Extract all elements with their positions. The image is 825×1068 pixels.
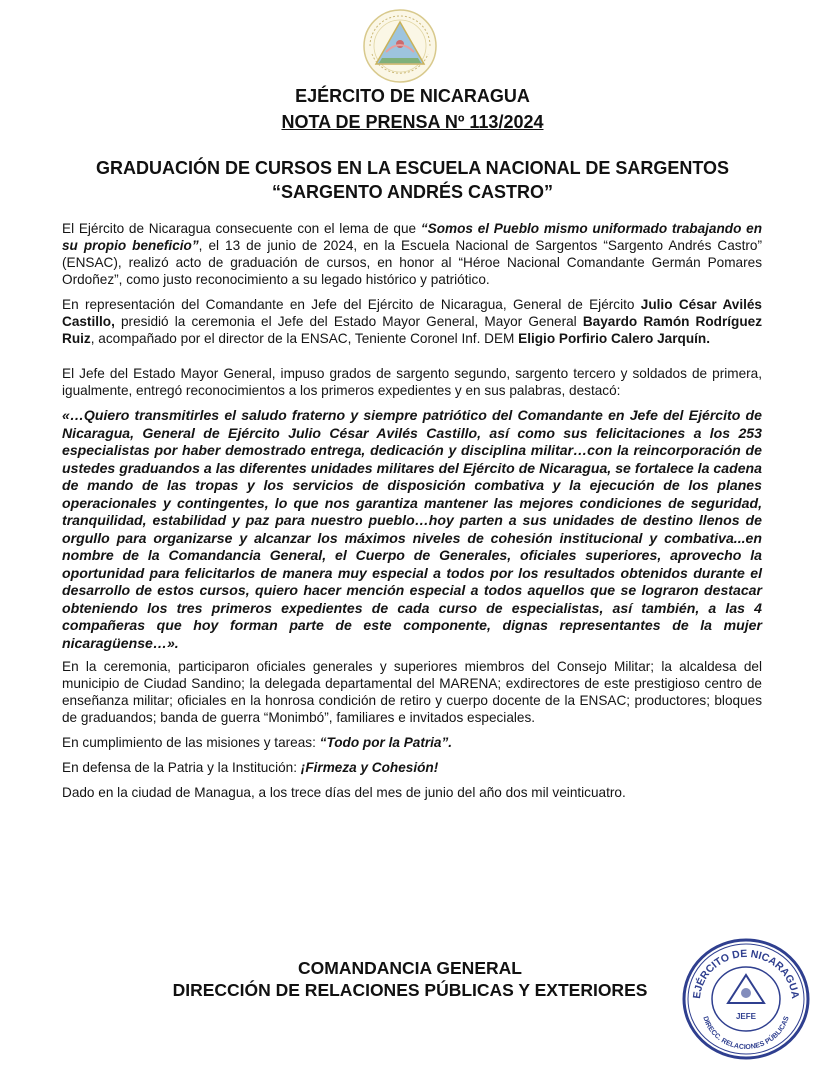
paragraph-intro: El Ejército de Nicaragua consecuente con el lema de que “Somos el Pueblo mismo uniformado trabajando en su propio beneficio”, el 13 de junio de 2024, en la Escuela Nacional de Sargentos “Sargento Andrés Castro” (ENSAC), realizó acto de graduación de cursos, en honor al “Héroe Nacional Comandante Germán Pomares Ordoñez”, como justo reconocimiento a su legado histórico y patriótico. [62, 221, 763, 287]
speech-quote: «…Quiero transmitirles el saludo fraterno y siempre patriótico del Comandante en Jefe del Ejército de Nicaragua, General de Ejército Julio César Avilés Castillo, así como sus felicitaciones a los 253 especialistas por haber demostrado entrega, dedicación y disciplina militar…con la reincorporación de ustedes graduandos a las diferentes unidades militares del Ejército de Nicaragua, se fortalece la cadena de mando de las tropas y los servicios de disposición combativa y la ejecución de los planes operacionales y contingentes, lo que nos garantiza mantener las mejores condiciones de seguridad, tranquilidad, estabilidad y paz para nuestro pueblo…hoy parten a sus unidades de destino llenos de orgullo para organizarse y alcanzar los máximos niveles de cohesión institucional y combativa...en nombre de la Comandancia General, el Cuerpo de Generales, oficiales superiores, aprovecho la oportunidad para felicitarlos de manera muy especial a todos por los resultados obtenidos durante el desarrollo de estos cursos, quiero hacer mención especial a todos aquellos que se lograron destacar obteniendo los tres primeros expedientes de cada curso de especialistas, así también, a las 4 compañeras que hoy forman parte de este componente, dignas representantes de la mujer nicaragüense…». [62, 407, 762, 651]
headline-line-1: GRADUACIÓN DE CURSOS EN LA ESCUELA NACIONAL DE SARGENTOS [95, 158, 730, 178]
paragraph-motto-2: En defensa de la Patria y la Institución: ¡Firmeza y Cohesión! [62, 760, 439, 775]
paragraph-dated: Dado en la ciudad de Managua, a los trece días del mes de junio del año dos mil veinticuatro. [62, 785, 626, 800]
headline-line-2: “SARGENTO ANDRÉS CASTRO” [271, 182, 554, 202]
organization-title: EJÉRCITO DE NICARAGUA [295, 86, 530, 106]
svg-text:DIRECC. RELACIONES PÚBLICAS: DIRECC. RELACIONES PÚBLICAS [701, 1015, 791, 1052]
signature-line-1: COMANDANCIA GENERAL [298, 958, 522, 978]
official-stamp-icon [680, 935, 812, 1061]
press-release-body [62, 220, 762, 809]
signature-line-2: DIRECCIÓN DE RELACIONES PÚBLICAS Y EXTERIORES [172, 980, 648, 1000]
paragraph-representation: En representación del Comandante en Jefe del Ejército de Nicaragua, General de Ejército Julio César Avilés Castillo, presidió la ceremonia el Jefe del Estado Mayor General, Mayor General Bayardo Ramón Rodríguez Ruiz, acompañado por el director de la ENSAC, Teniente Coronel Inf. DEM Eligio Porfirio Calero Jarquín. [62, 297, 763, 346]
coat-of-arms-icon [362, 8, 438, 84]
paragraph-attendees: En la ceremonia, participaron oficiales generales y superiores miembros del Consejo Militar; la alcaldesa del municipio de Ciudad Sandino; la delegada departamental del MARENA; exdirectores de este prestigioso centro de enseñanza militar; oficiales en la honrosa condición de retiro y cuerpo docente de la ENSAC; productores; bloques de graduandos; banda de guerra “Monimbó”, familiares e invitados especiales. [62, 659, 762, 725]
paragraph-motto-1: En cumplimiento de las misiones y tareas: “Todo por la Patria”. [62, 735, 453, 750]
paragraph-ceremony: El Jefe del Estado Mayor General, impuso grados de sargento segundo, sargento tercero y soldados de primera, igualmente, entregó reconocimientos a los primeros expedientes y en sus palabras, destacó: [62, 366, 762, 398]
svg-text:EJÉRCITO DE NICARAGUA: EJÉRCITO DE NICARAGUA [690, 947, 802, 1000]
svg-text:JEFE: JEFE [735, 1012, 757, 1021]
press-note-number: NOTA DE PRENSA Nº 113/2024 [281, 112, 544, 132]
